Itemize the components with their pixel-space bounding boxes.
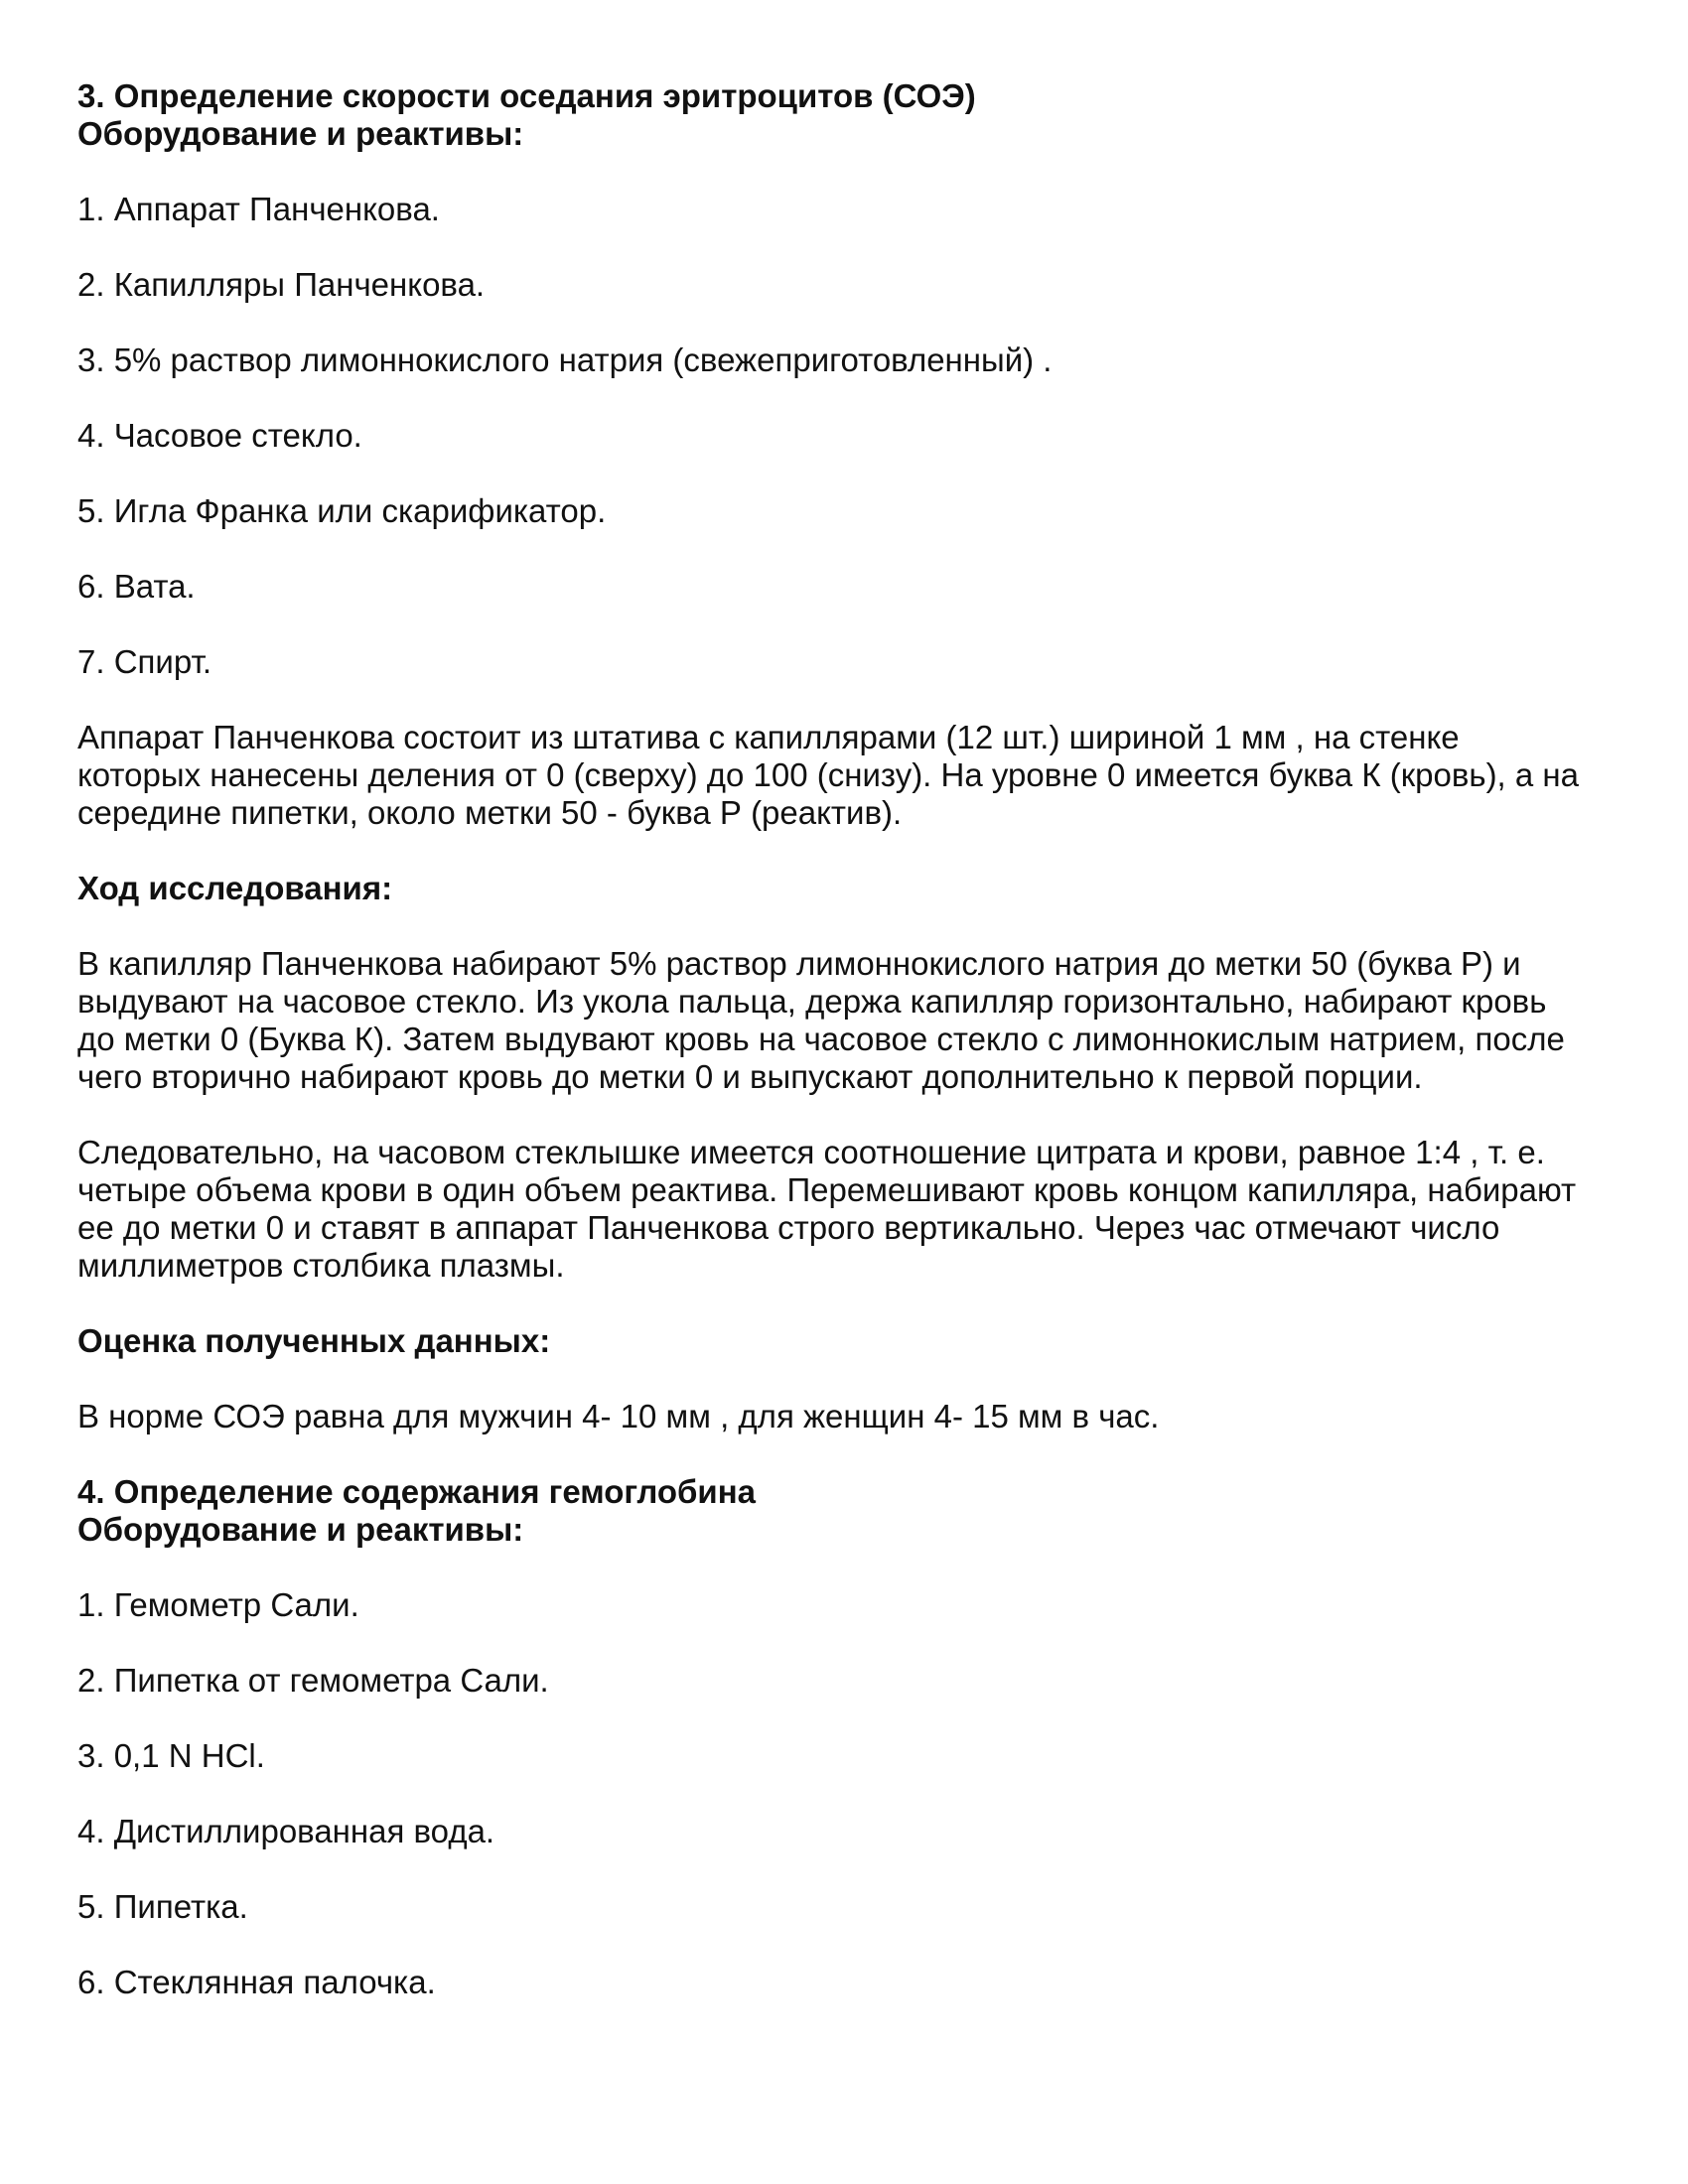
equipment-item: 5. Игла Франка или скарификатор. [77, 492, 607, 529]
text-line: выдувают на часовое стекло. Из укола пальца, держа капилляр горизонтально, набирают кровь [77, 983, 1547, 1020]
apparatus-description [77, 719, 1626, 832]
equipment-item: 4. Дистиллированная вода. [77, 1813, 495, 1849]
text-line: В капилляр Панченкова набирают 5% раствор лимоннокислого натрия до метки 50 (буква Р) и [77, 945, 1521, 982]
text-line: до метки 0 (Буква К). Затем выдувают кровь на часовое стекло с лимоннокислым натрием, после [77, 1021, 1565, 1057]
section4-title: 4. Определение содержания гемоглобина [77, 1473, 756, 1510]
equipment-item: 6. Стеклянная палочка. [77, 1964, 436, 2000]
equipment-item: 1. Аппарат Панченкова. [77, 191, 440, 227]
document-page [77, 77, 1626, 2001]
equipment-item: 7. Спирт. [77, 643, 212, 680]
equipment-item: 6. Вата. [77, 568, 196, 605]
text-line: чего вторично набирают кровь до метки 0 и выпускают дополнительно к первой порции. [77, 1058, 1423, 1095]
equipment-item: 2. Капилляры Панченкова. [77, 266, 486, 303]
procedure-paragraph-2 [77, 1134, 1626, 1285]
evaluation-heading: Оценка полученных данных: [77, 1322, 551, 1359]
equipment-item: 1. Гемометр Сали. [77, 1586, 359, 1623]
text-line: четыре объема крови в один объем реактива. Перемешивают кровь концом капилляра, набирают [77, 1171, 1577, 1208]
text-line: Следовательно, на часовом стеклышке имеется соотношение цитрата и крови, равное 1:4 , т. е. [77, 1134, 1545, 1170]
section3-title: 3. Определение скорости оседания эритроцитов (СОЭ) [77, 77, 976, 114]
section4-equipment-heading: Оборудование и реактивы: [77, 1511, 524, 1548]
procedure-paragraph-1 [77, 945, 1626, 1096]
equipment-item: 2. Пипетка от гемометра Сали. [77, 1662, 549, 1699]
equipment-item: 4. Часовое стекло. [77, 417, 362, 454]
equipment-item: 5. Пипетка. [77, 1888, 248, 1925]
evaluation-text: В норме СОЭ равна для мужчин 4- 10 мм , для женщин 4- 15 мм в час. [77, 1398, 1160, 1434]
equipment-item: 3. 0,1 N НСl. [77, 1737, 265, 1774]
section3-equipment-heading: Оборудование и реактивы: [77, 115, 524, 152]
equipment-item: 3. 5% раствор лимоннокислого натрия (свежеприготовленный) . [77, 341, 1053, 378]
text-line: которых нанесены деления от 0 (сверху) до 100 (снизу). На уровне 0 имеется буква К (кровь), а на [77, 756, 1579, 793]
procedure-heading: Ход исследования: [77, 870, 393, 906]
text-line: ее до метки 0 и ставят в аппарат Панченкова строго вертикально. Через час отмечают число [77, 1209, 1500, 1246]
text-line: середине пипетки, около метки 50 - буква Р (реактив). [77, 794, 903, 831]
text-line: Аппарат Панченкова состоит из штатива с капиллярами (12 шт.) шириной 1 мм , на стенке [77, 719, 1460, 755]
text-line: миллиметров столбика плазмы. [77, 1247, 565, 1284]
